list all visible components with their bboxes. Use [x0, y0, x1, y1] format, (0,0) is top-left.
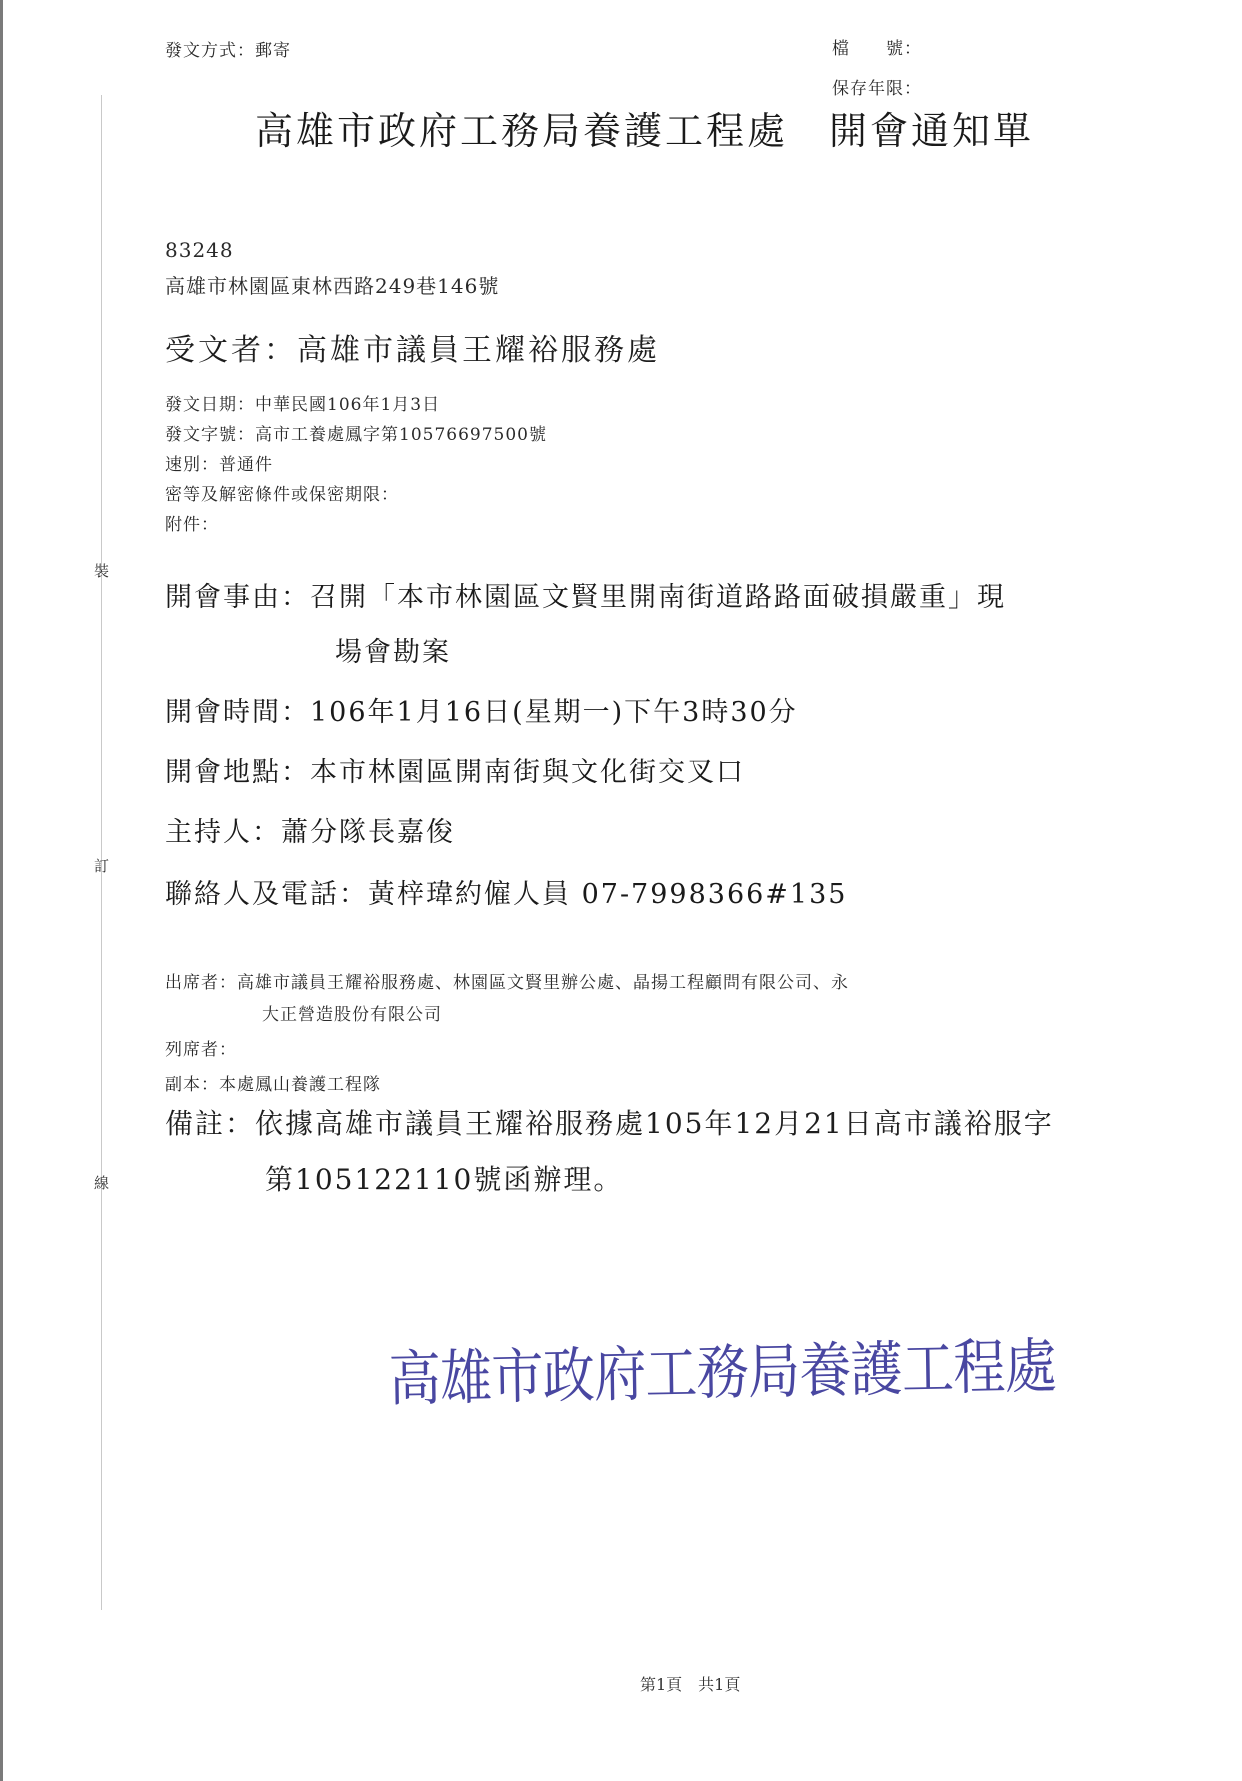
meeting-time: 開會時間：106年1月16日(星期一)下午3時30分 [165, 697, 798, 728]
recipient-address: 高雄市林園區東林西路249巷146號 [165, 274, 500, 298]
meeting-contact: 聯絡人及電話：黃梓瑋約僱人員 07-7998366#135 [165, 879, 848, 910]
official-stamp: 高雄市政府工務局養護工程處 [388, 1331, 1057, 1415]
document-number: 發文字號：高市工養處鳳字第10576697500號 [165, 425, 547, 445]
file-number-label: 檔 號： [832, 39, 922, 59]
binding-mark-ding: 訂 [94, 857, 110, 875]
page-number: 第1頁 共1頁 [640, 1675, 741, 1694]
issue-date: 發文日期：中華民國106年1月3日 [165, 395, 441, 415]
urgency: 速別：普通件 [165, 455, 273, 475]
document-title: 高雄市政府工務局養護工程處 開會通知單 [255, 109, 1035, 153]
meeting-subject-cont: 場會勘案 [335, 637, 451, 668]
meeting-subject: 開會事由：召開「本市林園區文賢里開南街道路路面破損嚴重」現 [165, 582, 1006, 613]
binding-mark-zhuang: 裝 [94, 562, 110, 580]
binding-line [101, 95, 102, 1610]
observers: 列席者： [165, 1040, 237, 1060]
notes-cont: 第105122110號函辦理。 [265, 1163, 624, 1196]
copy-recipients: 副本：本處鳳山養護工程隊 [165, 1075, 381, 1095]
retention-period-label: 保存年限： [832, 79, 922, 99]
page-edge [0, 0, 3, 1781]
attendees: 出席者：高雄市議員王耀裕服務處、林園區文賢里辦公處、晶揚工程顧問有限公司、永 [165, 973, 849, 993]
binding-mark-xian: 線 [94, 1174, 110, 1192]
confidentiality: 密等及解密條件或保密期限： [165, 485, 399, 505]
recipient: 受文者：高雄市議員王耀裕服務處 [165, 333, 660, 368]
attachments: 附件： [165, 515, 219, 535]
meeting-location: 開會地點：本市林園區開南街與文化街交叉口 [165, 757, 745, 788]
delivery-method: 發文方式：郵寄 [165, 41, 291, 61]
attendees-cont: 大正營造股份有限公司 [262, 1005, 442, 1025]
postal-code: 83248 [165, 238, 234, 262]
notes: 備註：依據高雄市議員王耀裕服務處105年12月21日高市議裕服字 [165, 1107, 1054, 1140]
meeting-host: 主持人：蕭分隊長嘉俊 [165, 817, 455, 848]
